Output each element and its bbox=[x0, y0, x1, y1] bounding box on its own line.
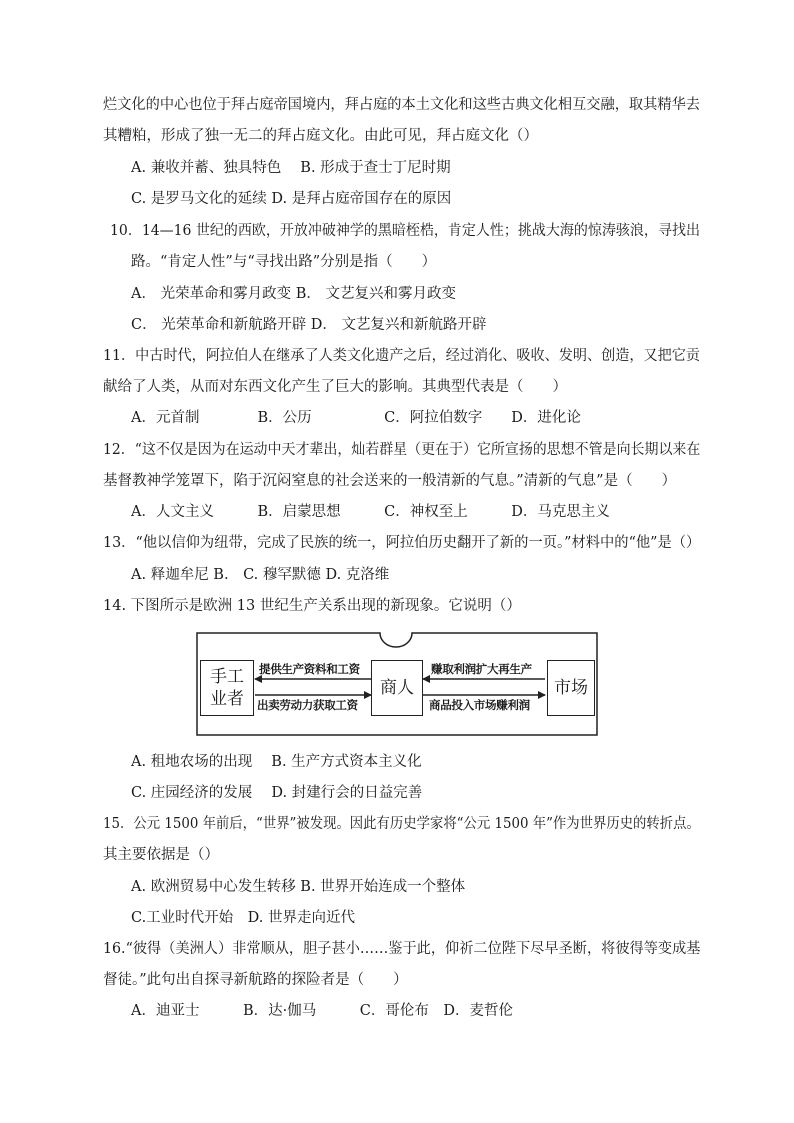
arrow-label-provide: 提供生产资料和工资 bbox=[259, 662, 360, 676]
text-line: 其主要依据是（） bbox=[103, 847, 219, 863]
option-line: C. 是罗马文化的延续 D. 是拜占庭帝国存在的原因 bbox=[131, 191, 452, 207]
text-line: 督徒。”此句出自探寻新航路的探险者是（ ） bbox=[103, 972, 408, 988]
merchant-box: 商人 bbox=[371, 660, 423, 716]
text-line: 献给了人类，从而对东西文化产生了巨大的影响。其典型代表是（ ） bbox=[103, 379, 567, 395]
option-line: C． 光荣革命和新航路开辟 D． 文艺复兴和新航路开辟 bbox=[131, 317, 487, 333]
option-line: A．迪亚士 B．达·伽马 C．哥伦布 D．麦哲伦 bbox=[131, 1003, 513, 1019]
arrow-label-profit: 赚取利润扩大再生产 bbox=[431, 662, 532, 676]
question-11: 11．中古时代，阿拉伯人在继承了人类文化遗产之后，经过消化、吸收、发明、创造，又把它贡 bbox=[103, 348, 700, 364]
question-13: 13．“他以信仰为纽带，完成了民族的统一，阿拉伯历史翻开了新的一页。”材料中的“他”是（） bbox=[103, 535, 701, 551]
arrow-label-goods: 商品投入市场赚利润 bbox=[429, 698, 530, 712]
question-10: 10．14—16 世纪的西欧，开放冲破神学的黑暗桎梏，肯定人性；挑战大海的惊涛骇浪，寻找出 bbox=[110, 223, 700, 239]
option-line: A．元首制 B．公历 C．阿拉伯数字 D．进化论 bbox=[131, 410, 581, 426]
text-line: 路。“肯定人性”与“寻找出路”分别是指（ ） bbox=[131, 254, 437, 270]
text-line: 基督教神学笼罩下，陷于沉闷窒息的社会送来的一般清新的气息。”清新的气息”是（ ） bbox=[103, 473, 677, 489]
text-line: 烂文化的中心也位于拜占庭帝国境内，拜占庭的本土文化和这些古典文化相互交融，取其精华去 bbox=[103, 97, 701, 113]
text-line: 其糟粕，形成了独一无二的拜占庭文化。由此可见，拜占庭文化（） bbox=[103, 128, 538, 144]
option-line: A. 欧洲贸易中心发生转移 B. 世界开始连成一个整体 bbox=[131, 879, 466, 895]
option-line: C. 庄园经济的发展 D. 封建行会的日益完善 bbox=[131, 785, 423, 801]
market-box: 市场 bbox=[547, 660, 595, 716]
option-line: A． 光荣革命和雾月政变 B． 文艺复兴和雾月政变 bbox=[131, 286, 456, 302]
question-15: 15．公元 1500 年前后，“世界”被发现。因此有历史学家将“公元 1500 年”作为世界历史的转折点。 bbox=[103, 816, 700, 832]
option-line: C.工业时代开始 D. 世界走向近代 bbox=[131, 910, 356, 926]
option-line: A．人文主义 B．启蒙思想 C．神权至上 D．马克思主义 bbox=[131, 504, 610, 520]
option-line: A. 租地农场的出现 B. 生产方式资本主义化 bbox=[131, 754, 422, 770]
option-line: A. 释迦牟尼 B. C. 穆罕默德 D. 克洛维 bbox=[131, 567, 390, 583]
arrow-label-labor: 出卖劳动力获取工资 bbox=[257, 698, 358, 712]
production-relations-diagram bbox=[195, 632, 599, 738]
question-12: 12．“这不仅是因为在运动中天才辈出，灿若群星（更在于）它所宣扬的思想不管是向长期以来在 bbox=[103, 442, 701, 458]
craftsman-box: 手工 业者 bbox=[200, 660, 254, 716]
question-16: 16.“彼得（美洲人）非常顺从，胆子甚小……鉴于此，仰祈二位陛下尽早圣断，将彼得等变成基 bbox=[103, 941, 701, 957]
option-line: A. 兼收并蓄、独具特色 B. 形成于查士丁尼时期 bbox=[131, 160, 451, 176]
question-14: 14. 下图所示是欧洲 13 世纪生产关系出现的新现象。它说明（） bbox=[103, 598, 521, 614]
